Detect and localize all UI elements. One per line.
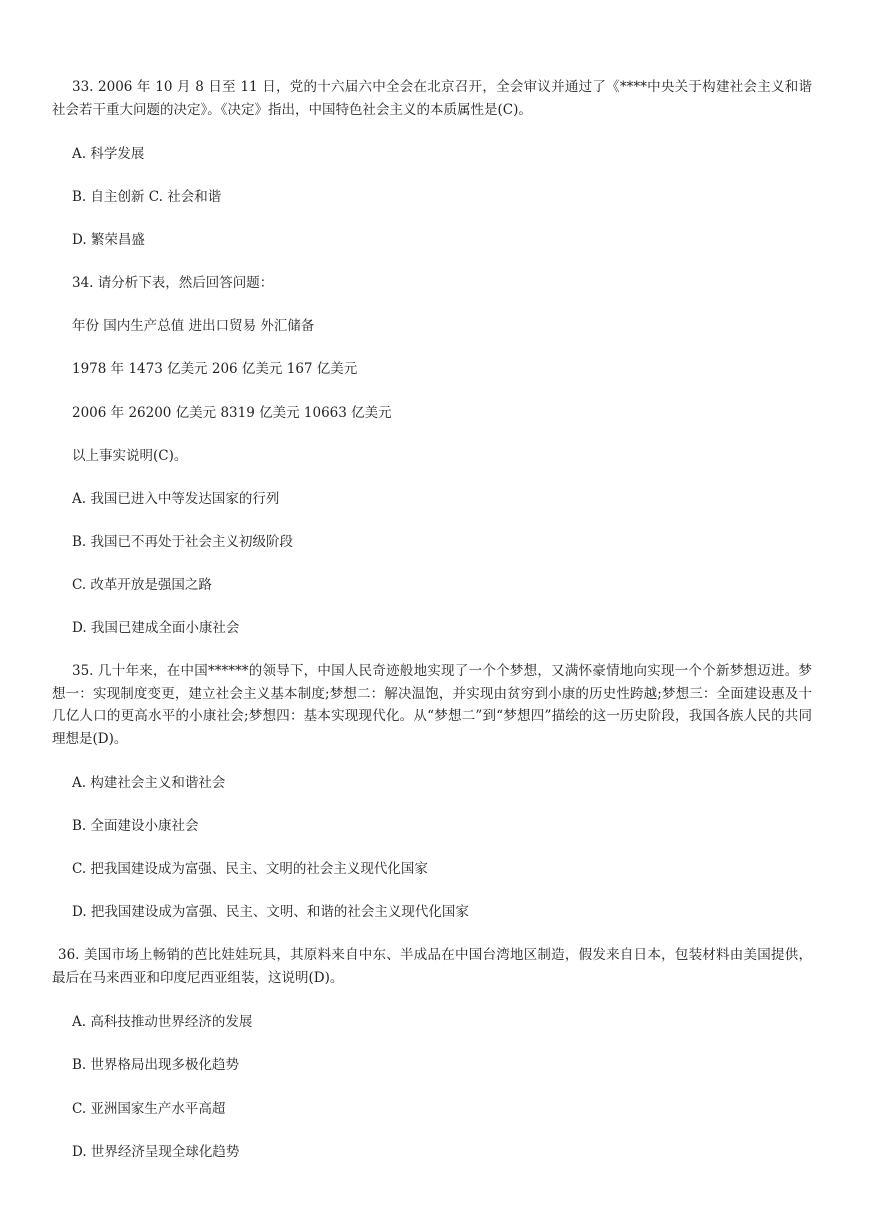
question-33-option-a: A. 科学发展 (72, 146, 145, 162)
question-35-option-d: D. 把我国建设成为富强、民主、文明、和谐的社会主义现代化国家 (72, 904, 469, 920)
question-36-option-c: C. 亚洲国家生产水平高超 (72, 1101, 226, 1117)
question-33-stem: 33. 2006 年 10 月 8 日至 11 日，党的十六届六中全会在北京召开，全会审议并通过了《****中央关于构建社会主义和谐社会若干重大问题的决定》。《决定》指出，中国特色社会主义的本质属性是(C)。 (52, 79, 812, 118)
question-34-option-d: D. 我国已建成全面小康社会 (72, 620, 240, 636)
question-34-option-a: A. 我国已进入中等发达国家的行列 (72, 491, 280, 507)
question-36-option-b: B. 世界格局出现多极化趋势 (72, 1057, 240, 1073)
question-34-row-2006: 2006 年 26200 亿美元 8319 亿美元 10663 亿美元 (72, 405, 392, 421)
question-34-option-b: B. 我国已不再处于社会主义初级阶段 (72, 534, 294, 550)
question-35-option-c: C. 把我国建设成为富强、民主、文明的社会主义现代化国家 (72, 861, 428, 877)
question-36-stem: 36. 美国市场上畅销的芭比娃娃玩具，其原料来自中东、半成品在中国台湾地区制造，假发来自日本，包装材料由美国提供，最后在马来西亚和印度尼西亚组装，这说明(D)。 (52, 947, 812, 986)
question-33-option-bc: B. 自主创新 C. 社会和谐 (72, 189, 222, 205)
question-36-option-a: A. 高科技推动世界经济的发展 (72, 1014, 253, 1030)
question-35-stem: 35. 几十年来，在中国******的领导下，中国人民奇迹般地实现了一个个梦想，又满怀豪情地向实现一个个新梦想迈进。梦想一：实现制度变更，建立社会主义基本制度;梦想二：解决温饱，并实现由贫穷到小康的历史性跨越;梦想三：全面建设惠及十几亿人口的更高水平的小康社会;梦想四：基本实现现代化。从“梦想二”到“梦想四”描绘的这一历史阶段，我国各族人民的共同理想是(D)。 (52, 663, 812, 747)
question-34-row-1978: 1978 年 1473 亿美元 206 亿美元 167 亿美元 (72, 361, 358, 377)
question-34-question: 以上事实说明(C)。 (72, 448, 188, 464)
question-33-option-d: D. 繁荣昌盛 (72, 232, 145, 248)
question-36-option-d: D. 世界经济呈现全球化趋势 (72, 1144, 240, 1160)
question-35-option-b: B. 全面建设小康社会 (72, 818, 199, 834)
question-34-table-header: 年份 国内生产总值 进出口贸易 外汇储备 (72, 318, 315, 334)
question-35-option-a: A. 构建社会主义和谐社会 (72, 775, 226, 791)
question-34-option-c: C. 改革开放是强国之路 (72, 577, 212, 593)
question-34-stem: 34. 请分析下表，然后回答问题： (72, 275, 274, 291)
